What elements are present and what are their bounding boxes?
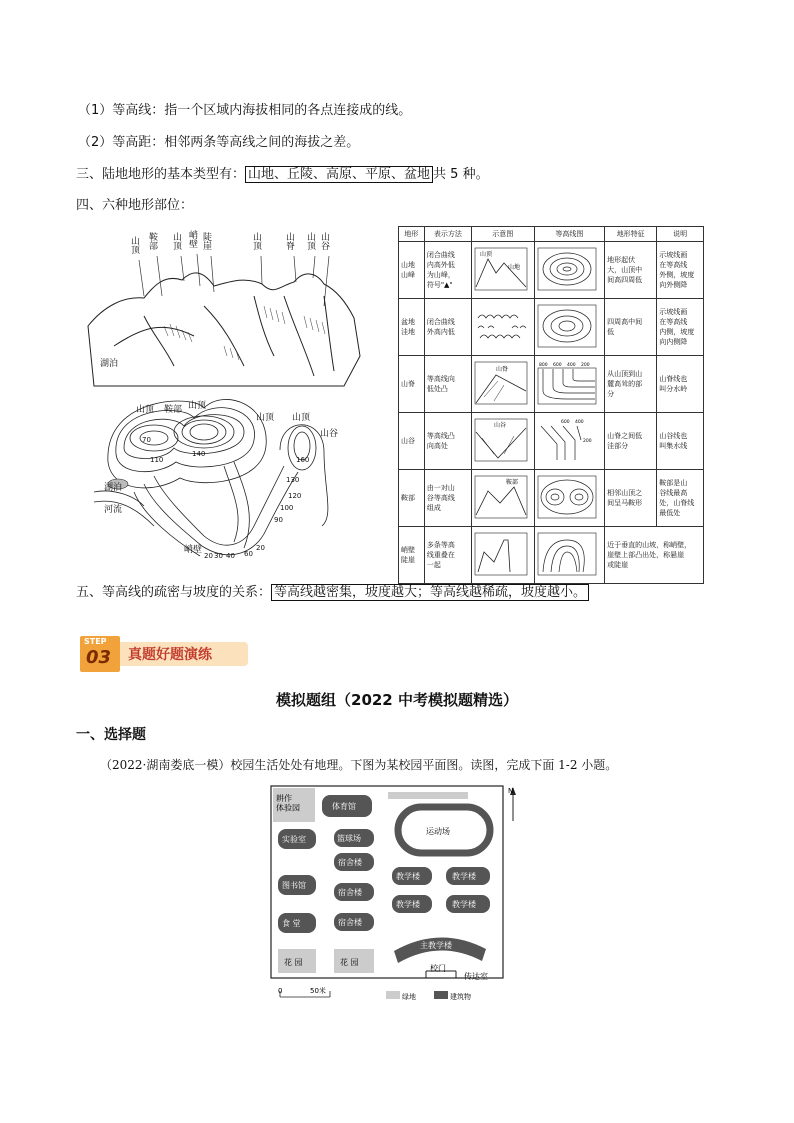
sketch-label: 山顶 (136, 405, 155, 415)
map-label: 食 堂 (282, 919, 301, 928)
sketch-label: 山顶 (171, 232, 181, 250)
campus-map (270, 785, 512, 1005)
landform-types-answer: 山地、丘陵、高原、平原、盆地 (245, 166, 433, 183)
slope-answer: 等高线越密集，坡度越大；等高线越稀疏，坡度越小。 (271, 584, 589, 601)
sketch-mini-label: 山脊 (495, 365, 508, 373)
map-label: 图书馆 (282, 881, 306, 890)
map-label: 教学楼 (396, 900, 420, 909)
landform-feature: 山脊之间低 洼部分 (605, 413, 657, 470)
map-label: 教学楼 (452, 900, 476, 909)
landform-types-suffix: 共 5 种。 (433, 167, 489, 182)
landform-feature: 近于垂直的山坡，称峭壁， 崖壁上部凸出处，称悬崖 或陡崖 (605, 527, 704, 584)
contour-value: 90 (274, 516, 283, 524)
sketch-mini-label: 山地 (507, 263, 520, 271)
contour-mini-value: 600 (560, 419, 570, 425)
sketch-label: 山谷 (319, 232, 329, 250)
contour-mini-value: 600 (552, 362, 562, 368)
sketch-mini-label: 鞍部 (505, 478, 518, 486)
landform-sketch (471, 299, 534, 356)
landform-table (398, 226, 704, 584)
sketch-label: 陡崖 (201, 232, 211, 250)
contour-value: 100 (280, 504, 294, 512)
sketch-label: 峭壁 (184, 545, 203, 555)
map-label: 宿舍楼 (338, 918, 362, 927)
map-label: 宿舍楼 (338, 888, 362, 897)
landform-name: 峭壁 陡崖 (399, 527, 425, 584)
map-label: 实验室 (282, 835, 306, 844)
map-label: 运动场 (426, 827, 450, 836)
paragraph-slope-relation (76, 583, 589, 603)
sketch-label: 峭壁 (187, 230, 197, 248)
table-header: 表示方法 (424, 227, 471, 242)
landform-name: 山脊 (399, 356, 425, 413)
table-row (399, 527, 704, 584)
paragraph-contour-line: （1）等高线：指一个区域内海拔相同的各点连接成的线。 (78, 103, 412, 118)
landform-contour (534, 242, 605, 299)
landform-feature: 从山顶到山 麓高耸的部 分 (605, 356, 657, 413)
step-word: STEP (84, 637, 107, 646)
landform-name: 山地 山峰 (399, 242, 425, 299)
landform-contour (534, 527, 605, 584)
slope-prefix: 五、等高线的疏密与坡度的关系： (76, 585, 272, 600)
sketch-label: 山顶 (129, 236, 139, 254)
table-header: 等高线图 (534, 227, 605, 242)
table-header: 地形特征 (605, 227, 657, 242)
landform-note: 山谷线也 叫集水线 (657, 413, 704, 470)
paragraph-six-parts: 四、六种地形部位： (76, 198, 194, 213)
landform-method: 多条等高 线重叠在 一起 (424, 527, 471, 584)
map-label: 花 园 (284, 958, 303, 967)
landform-note: 示坡线画 在等高线 外侧，坡度 向外侧降 (657, 242, 704, 299)
legend-label: 绿地 (402, 993, 416, 1001)
contour-value: 20 (256, 544, 265, 552)
landform-sketch (471, 527, 534, 584)
contour-value: 160 (296, 456, 310, 464)
landform-contour (534, 470, 605, 527)
table-header: 地形 (399, 227, 425, 242)
table-row (399, 470, 704, 527)
north-label: N (508, 787, 514, 795)
map-label: 教学楼 (452, 872, 476, 881)
landform-feature: 地形起伏 大，山顶中 间高四周低 (605, 242, 657, 299)
sketch-label: 山脊 (284, 232, 294, 250)
sketch-top-labels (129, 229, 330, 255)
landform-sketch (471, 470, 534, 527)
step-number: 03 (86, 647, 112, 668)
contour-mini-value: 400 (574, 419, 584, 425)
landform-feature: 相邻山顶之 间呈马鞍形 (605, 470, 657, 527)
contour-value: 130 (286, 476, 300, 484)
contour-value: 30 (214, 552, 223, 560)
map-label: 宿舍楼 (338, 858, 362, 867)
landform-types-prefix: 三、陆地地形的基本类型有： (76, 167, 246, 182)
sketch-label: 鞍部 (147, 232, 157, 250)
landform-note: 示坡线画 在等高线 内侧，坡度 向内侧降 (657, 299, 704, 356)
paragraph-contour-interval: （2）等高距：相邻两条等高线之间的海拔之差。 (78, 135, 360, 150)
sketch-label: 湖泊 (104, 483, 123, 493)
sketch-label: 山顶 (292, 413, 311, 423)
sketch-label: 河流 (104, 505, 123, 515)
landform-sketch-figure (84, 226, 376, 564)
sketch-label: 山谷 (320, 429, 339, 439)
sketch-label: 山顶 (256, 413, 275, 423)
sketch-mini-label: 山谷 (493, 421, 506, 429)
landform-contour (534, 413, 605, 470)
landform-method: 等高线向 低处凸 (424, 356, 471, 413)
scale-label: 50米 (310, 987, 326, 995)
map-label: 花 园 (340, 958, 359, 967)
landform-method: 闭合曲线 外高内低 (424, 299, 471, 356)
step-banner (80, 634, 250, 674)
table-row (399, 413, 704, 470)
contour-value: 120 (288, 492, 302, 500)
landform-method: 等高线凸 向高处 (424, 413, 471, 470)
map-label: 篮球场 (337, 834, 361, 843)
map-label: 传达室 (464, 972, 488, 981)
landform-contour (534, 299, 605, 356)
legend-label: 建筑物 (450, 993, 471, 1001)
table-row (399, 356, 704, 413)
contour-mini-value: 400 (566, 362, 576, 368)
contour-mini-value: 200 (580, 362, 590, 368)
landform-note: 山脊线也 叫分水岭 (657, 356, 704, 413)
landform-sketch (471, 242, 534, 299)
legend-building-swatch (434, 991, 448, 999)
contour-value: 70 (142, 436, 151, 444)
map-label: 耕作体验园 (276, 794, 300, 813)
table-header: 示意图 (471, 227, 534, 242)
contour-value: 60 (244, 550, 253, 558)
landform-name: 盆地 洼地 (399, 299, 425, 356)
table-row (399, 242, 704, 299)
contour-value: 20 (204, 552, 213, 560)
map-label: 校门 (430, 964, 446, 973)
landform-contour (534, 356, 605, 413)
table-header-row (399, 227, 704, 242)
map-label: 主教学楼 (420, 941, 452, 950)
step-title: 真题好题演练 (128, 647, 212, 663)
landform-sketch (471, 356, 534, 413)
contour-mini-value: 200 (582, 438, 592, 444)
contour-value: 140 (192, 450, 206, 458)
landform-feature: 四周高中间 低 (605, 299, 657, 356)
mock-section-title: 模拟题组（2022 中考模拟题精选） (276, 691, 518, 709)
contour-value: 110 (150, 456, 164, 464)
table-row (399, 299, 704, 356)
landform-name: 鞍部 (399, 470, 425, 527)
landform-note: 鞍部是山 谷线最高 处，山脊线 最低处 (657, 470, 704, 527)
sketch-label: 湖泊 (100, 359, 119, 369)
map-label: 体育馆 (332, 802, 356, 811)
landform-sketch (471, 413, 534, 470)
sketch-label: 山顶 (305, 232, 315, 250)
question-stem: （2022·湖南娄底一模）校园生活处处有地理。下图为某校园平面图。读图，完成下面 1-2 小题。 (100, 758, 618, 772)
landform-method: 闭合曲线 内高外低 为山峰， 符号"▲" (424, 242, 471, 299)
sketch-label: 山顶 (251, 232, 261, 250)
table-header: 说明 (657, 227, 704, 242)
top-green-strip (388, 792, 468, 799)
contour-value: 40 (226, 552, 235, 560)
section-heading: 一、选择题 (76, 727, 146, 743)
sketch-label: 山顶 (188, 401, 207, 411)
landform-name: 山谷 (399, 413, 425, 470)
legend-green-swatch (386, 991, 400, 999)
contour-mini-value: 800 (538, 362, 548, 368)
scale-zero: 0 (278, 987, 283, 995)
sketch-label: 鞍部 (164, 405, 183, 415)
paragraph-landform-types (76, 165, 489, 185)
map-label: 教学楼 (396, 872, 420, 881)
landform-method: 由一对山 谷等高线 组成 (424, 470, 471, 527)
sketch-mini-label: 山顶 (479, 250, 492, 258)
